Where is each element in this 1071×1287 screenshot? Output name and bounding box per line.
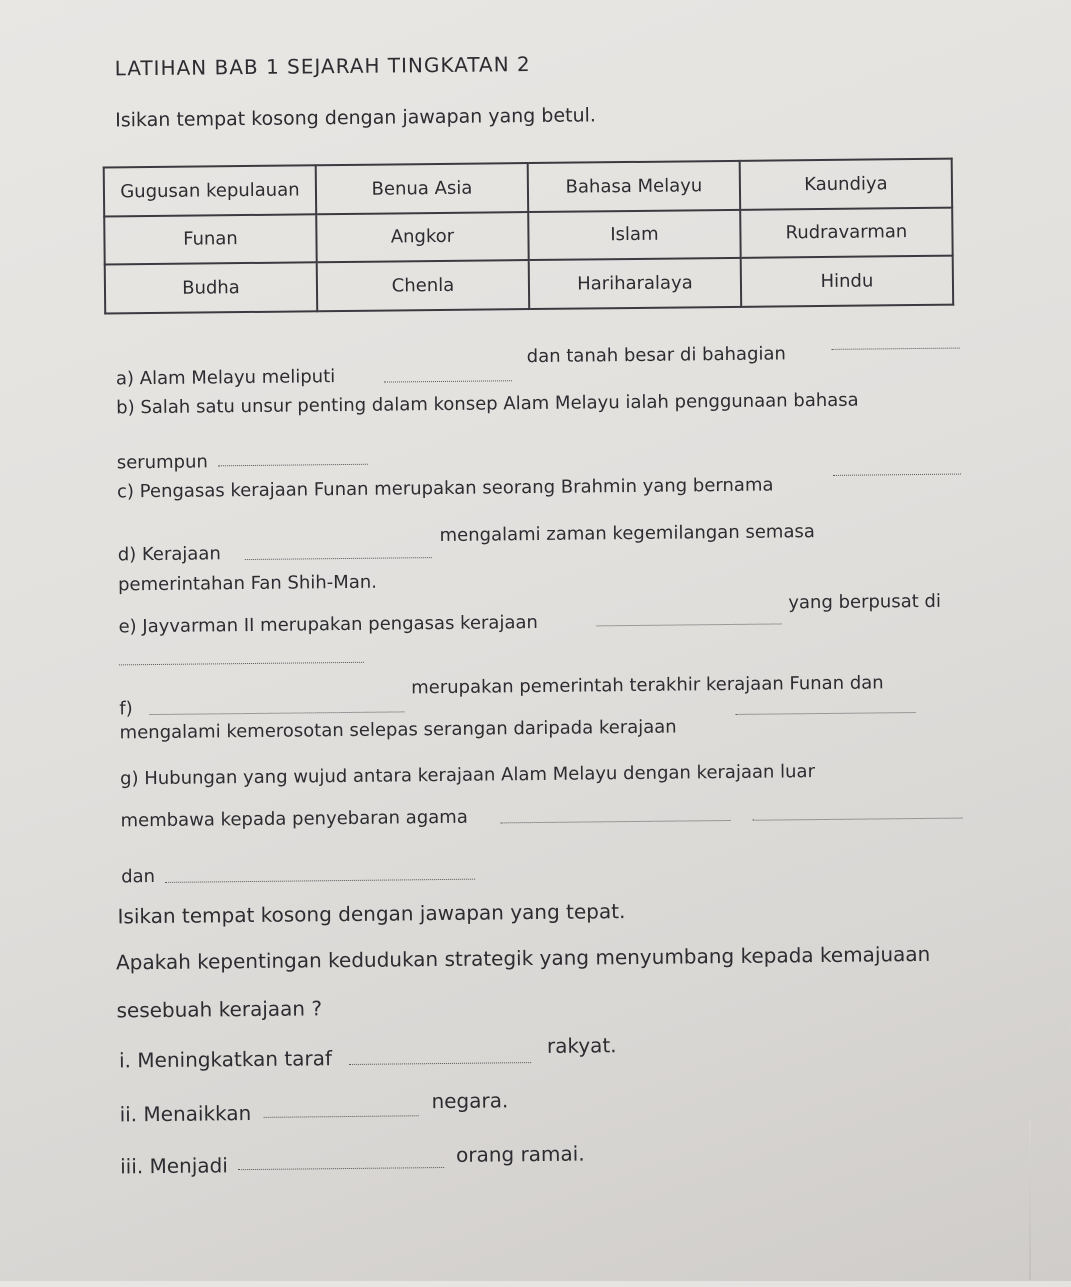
section-2-question-2: sesebuah kerajaan ? — [116, 996, 323, 1023]
answer-blank-a2[interactable] — [832, 348, 960, 350]
question-f-text: f) — [119, 698, 133, 720]
table-cell: Angkor — [316, 212, 528, 263]
section-2-item-prefix: iii. Menjadi — [120, 1153, 228, 1179]
question-e-text-2: yang berpusat di — [788, 590, 941, 614]
section-2-item-suffix: orang ramai. — [455, 1141, 585, 1167]
table-cell: Bahasa Melayu — [528, 161, 740, 212]
table-row — [105, 256, 953, 314]
answer-blank-c[interactable] — [833, 474, 961, 476]
question-c-text: c) Pengasas kerajaan Funan merupakan seorang Brahmin yang bernama — [116, 474, 774, 503]
page-title: LATIHAN BAB 1 SEJARAH TINGKATAN 2 — [114, 52, 531, 81]
answer-blank-e2[interactable] — [119, 662, 364, 666]
table-cell: Hindu — [741, 256, 953, 307]
section-2-item-suffix: rakyat. — [546, 1033, 617, 1058]
question-b-text: b) Salah satu unsur penting dalam konsep Alam Melayu ialah penggunaan bahasa — [116, 389, 859, 419]
table-cell: Hariharalaya — [529, 258, 741, 309]
question-d-text: d) Kerajaan — [117, 543, 221, 566]
word-bank-table — [103, 158, 955, 315]
question-a-text-2: dan tanah besar di bahagian — [526, 343, 786, 368]
table-cell: Gugusan kepulauan — [104, 165, 316, 216]
question-b-text-2: serumpun — [116, 451, 208, 474]
question-g-text-3: dan — [121, 866, 156, 888]
answer-blank-g3[interactable] — [165, 879, 475, 883]
table-cell: Kaundiya — [740, 159, 952, 210]
section-2-item-prefix: i. Meningkatkan taraf — [118, 1046, 333, 1073]
answer-blank-f1[interactable] — [149, 711, 404, 715]
section-2-item-prefix: ii. Menaikkan — [119, 1101, 252, 1127]
answer-blank-g1[interactable] — [501, 820, 731, 823]
table-row — [104, 207, 952, 265]
table-cell: Budha — [105, 263, 317, 314]
question-f-text-3: mengalami kemerosotan selepas serangan daripada kerajaan — [119, 716, 677, 744]
question-d-text-3: pemerintahan Fan Shih-Man. — [117, 571, 378, 596]
answer-blank-d[interactable] — [245, 557, 432, 560]
section-2-instruction: Isikan tempat kosong dengan jawapan yang tepat. — [117, 899, 626, 929]
instruction: Isikan tempat kosong dengan jawapan yang betul. — [115, 104, 596, 132]
table-cell: Chenla — [317, 260, 529, 311]
section-2-item-suffix: negara. — [431, 1088, 509, 1114]
table-cell: Rudravarman — [740, 207, 952, 258]
answer-blank-f2[interactable] — [735, 712, 915, 715]
question-e-text: e) Jayvarman II merupakan pengasas kerajaan — [118, 611, 538, 638]
question-a-text: a) Alam Melayu meliputi — [115, 366, 336, 390]
question-g-text-2: membawa kepada penyebaran agama — [120, 806, 468, 832]
answer-blank-iii[interactable] — [238, 1167, 444, 1170]
question-g-text: g) Hubungan yang wujud antara kerajaan Alam Melayu dengan kerajaan luar — [119, 761, 816, 790]
table-row — [104, 159, 952, 217]
question-d-text-2: mengalami zaman kegemilangan semasa — [439, 521, 815, 547]
answer-blank-i[interactable] — [349, 1062, 531, 1065]
question-f-text-2: merupakan pemerintah terakhir kerajaan Funan dan — [411, 672, 884, 699]
table-cell: Funan — [104, 214, 316, 265]
answer-blank-a1[interactable] — [384, 380, 512, 382]
answer-blank-b[interactable] — [218, 464, 368, 467]
answer-blank-e1[interactable] — [597, 623, 782, 626]
section-2-question: Apakah kepentingan kedudukan strategik yang menyumbang kepada kemajuaan — [115, 941, 931, 975]
table-cell: Islam — [528, 210, 740, 261]
paper-fold — [1029, 1120, 1031, 1280]
answer-blank-g2[interactable] — [753, 818, 963, 821]
table-cell: Benua Asia — [316, 163, 528, 214]
answer-blank-ii[interactable] — [264, 1115, 419, 1118]
